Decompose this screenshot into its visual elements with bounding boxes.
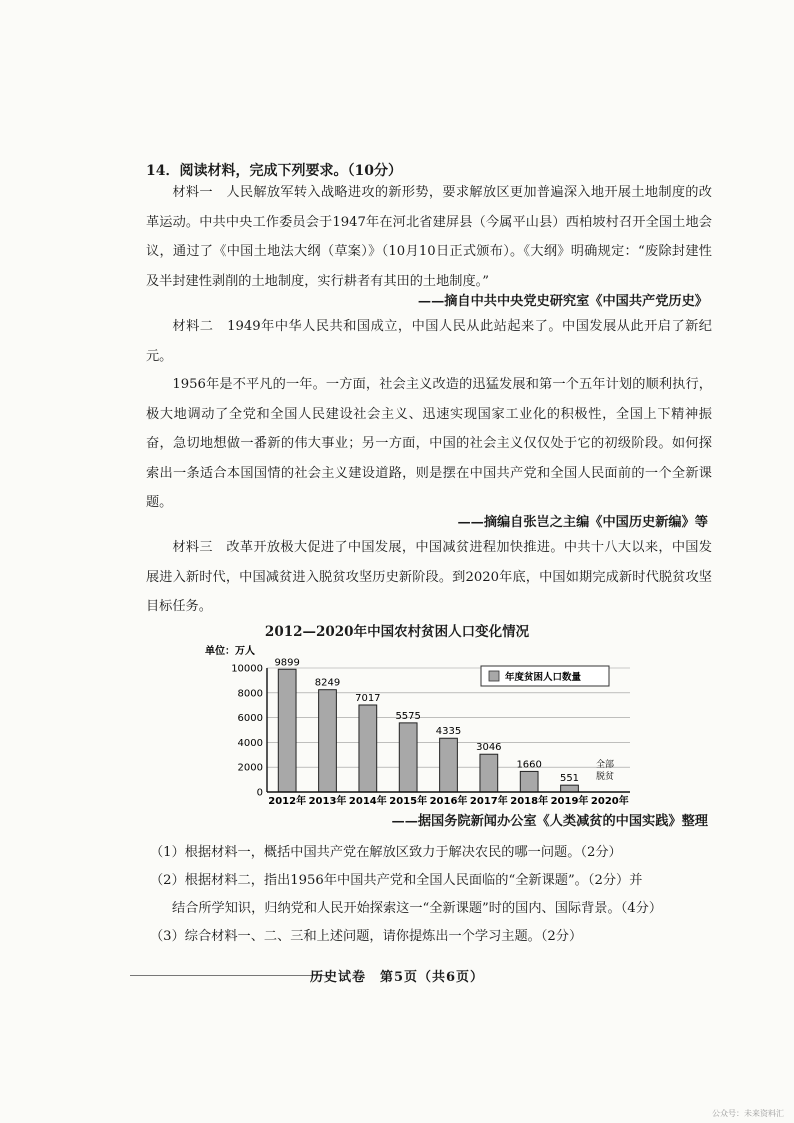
poverty-bar-chart <box>205 640 645 815</box>
bar <box>440 738 458 792</box>
sub-question-2-continued: 结合所学知识，归纳党和人民开始探索这一“全新课题”时的国内、国际背景。（4分） <box>172 901 663 916</box>
x-tick-label: 2012年 <box>268 796 307 807</box>
bar-value-label: 3046 <box>476 742 502 754</box>
sub-question-1: （1）根据材料一，概括中国共产党在解放区致力于解决农民的哪一问题。（2分） <box>150 845 622 860</box>
bar <box>319 690 337 792</box>
material-two-source: ——摘编自张岂之主编《中国历史新编》等 <box>457 515 708 530</box>
page-footer: 历史试卷 第5页（共6页） <box>309 970 485 985</box>
x-tick-label: 2020年 <box>590 796 629 807</box>
bar-value-label: 5575 <box>395 710 421 722</box>
bar <box>561 785 579 792</box>
bar-value-label: 7017 <box>355 692 381 704</box>
material-three-text: 材料三 改革开放极大促进了中国发展，中国减贫进程加快推进。中共十八大以来，中国发展进入新时代，中国减贫进入脱贫攻坚历史新阶段。到2020年底，中国如期完成新时代脱贫攻坚目标任务。 <box>146 540 712 614</box>
bar-value-label: 551 <box>559 773 580 785</box>
sub-question-2: （2）根据材料二，指出1956年中国共产党和全国人民面临的“全新课题”。（2分）并 <box>150 873 643 888</box>
chart-legend <box>481 666 609 686</box>
x-tick-label: 2014年 <box>348 796 387 807</box>
chart-y-ticks <box>231 664 263 799</box>
bar-value-label: 9899 <box>274 657 300 669</box>
material-two-text: 材料二 1949年中华人民共和国成立，中国人民从此站起来了。中国发展从此开启了新纪元。 <box>146 319 712 364</box>
chart-unit-label: 单位：万人 <box>205 646 255 657</box>
bar-value-label: 4335 <box>435 726 462 738</box>
watermark: 公众号：未来资料汇 <box>712 1109 784 1118</box>
y-tick-label: 4000 <box>237 737 263 749</box>
question-title: 14．阅读材料，完成下列要求。（10分） <box>146 163 402 179</box>
x-tick-label: 2018年 <box>510 796 549 807</box>
y-tick-label: 6000 <box>237 713 263 725</box>
x-tick-label: 2019年 <box>550 796 589 807</box>
bar <box>480 754 498 792</box>
x-tick-label: 2013年 <box>308 796 347 807</box>
sub-question-3: （3）综合材料一、二、三和上述问题，请你提炼出一个学习主题。（2分） <box>150 929 583 944</box>
legend-swatch <box>489 671 499 681</box>
bar-value-label: 8249 <box>314 677 341 689</box>
chart-source: ——据国务院新闻办公室《人类减贫的中国实践》整理 <box>391 814 708 829</box>
material-one-source: ——摘自中共中央党史研究室《中国共产党历史》 <box>417 294 708 309</box>
material-one-text: 材料一 人民解放军转入战略进攻的新形势，要求解放区更加普遍深入地开展土地制度的改革运动。中共中央工作委员会于1947年在河北省建屏县（今属平山县）西柏坡村召开全国土地会议，通过了《中国土地法大纲（草案）》（10月10日正式颁布）。《大纲》明确规定：“废除封建性及半封建性剥削的土地制度，实行耕者有其田的土地制度。” <box>146 185 712 289</box>
y-tick-label: 8000 <box>237 688 263 700</box>
x-tick-label: 2015年 <box>389 796 428 807</box>
bar <box>520 771 538 792</box>
bar <box>278 669 296 792</box>
legend-label: 年度贫困人口数量 <box>505 672 582 683</box>
material-two-text-2: 1956年是不平凡的一年。一方面，社会主义改造的迅猛发展和第一个五年计划的顺利执行，极大地调动了全党和全国人民建设社会主义、迅速实现国家工业化的积极性，全国上下精神振奋，急切地想做一番新的伟大事业；另一方面，中国的社会主义仅仅处于它的初级阶段。如何探索出一条适合本国国情的社会主义建设道路，则是摆在中国共产党和全国人民面前的一个全新课题。 <box>146 377 712 510</box>
bar-value-label: 1660 <box>516 759 542 771</box>
x-tick-label: 2017年 <box>469 796 508 807</box>
y-tick-label: 0 <box>256 787 263 799</box>
y-tick-label: 2000 <box>237 762 263 774</box>
bar <box>359 705 377 792</box>
annotation-line-1: 全部 <box>595 760 615 770</box>
bar <box>399 723 417 792</box>
chart-title: 2012—2020年中国农村贫困人口变化情况 <box>264 624 530 640</box>
x-tick-label: 2016年 <box>429 796 468 807</box>
chart-x-labels <box>268 794 629 807</box>
annotation-line-2: 脱贫 <box>595 772 615 782</box>
y-tick-label: 10000 <box>231 663 263 675</box>
